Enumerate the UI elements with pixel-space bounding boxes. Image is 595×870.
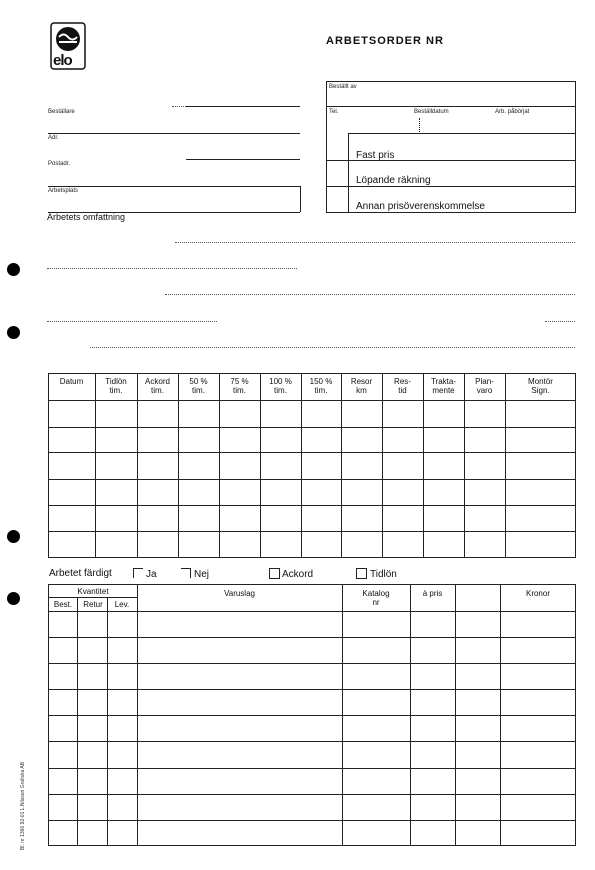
arbetet-fardigt-label: Arbetet färdigt xyxy=(49,568,112,579)
scope-line-4[interactable] xyxy=(47,321,217,322)
time-row-divider xyxy=(48,427,576,428)
material-row-divider xyxy=(48,637,576,638)
kvantitet-underline xyxy=(48,597,137,598)
tidlon-checkbox[interactable] xyxy=(356,568,367,579)
arbetsplats-top xyxy=(48,186,300,187)
katalog-header: Katalog nr xyxy=(362,589,390,607)
tel-label: Tel. xyxy=(329,109,339,115)
arbetsplats-right xyxy=(300,186,301,212)
option-lopande-rakning[interactable]: Löpande räkning xyxy=(356,175,431,186)
arb-paborjat-label: Arb. påbörjat xyxy=(495,109,530,115)
material-row-divider xyxy=(48,611,576,612)
material-row-divider xyxy=(48,689,576,690)
form-title: ARBETSORDER NR xyxy=(326,35,444,47)
material-col-divider xyxy=(77,597,78,846)
time-header-cell: 75 % tim. xyxy=(230,377,249,395)
form-number-text: Bl. nr 1366 92-01 L.Nilsson Grafiska AB xyxy=(20,761,26,850)
time-row-divider xyxy=(48,479,576,480)
ja-checkbox[interactable] xyxy=(133,568,143,578)
time-header-cell: 100 % tim. xyxy=(269,377,292,395)
option-annan[interactable]: Annan prisöverenskommelse xyxy=(356,201,485,212)
elo-logo xyxy=(50,22,86,70)
time-header-cell: Ackord tim. xyxy=(145,377,170,395)
order-divider-4 xyxy=(326,186,576,187)
material-row-divider xyxy=(48,820,576,821)
kronor-header: Kronor xyxy=(525,589,550,598)
bestallare-line[interactable] xyxy=(186,106,300,107)
order-dotted-v xyxy=(419,118,420,134)
bestallare-dots xyxy=(172,106,186,107)
time-header-cell: Resor km xyxy=(350,377,373,395)
time-header-cell: Montör Sign. xyxy=(528,377,553,395)
order-divider-1 xyxy=(326,106,576,107)
option-fast-pris[interactable]: Fast pris xyxy=(356,150,395,161)
scope-line-2[interactable] xyxy=(47,268,297,269)
bestallt-av-label: Beställt av xyxy=(329,84,357,90)
material-row-divider xyxy=(48,741,576,742)
time-row-divider xyxy=(48,400,576,401)
punch-hole-2 xyxy=(7,326,20,339)
scope-line-4b[interactable] xyxy=(545,321,575,322)
nej-label: Nej xyxy=(194,569,210,580)
time-header-cell: 50 % tim. xyxy=(189,377,208,395)
material-row-divider xyxy=(48,715,576,716)
material-row-divider xyxy=(48,663,576,664)
nej-checkbox[interactable] xyxy=(181,568,191,578)
time-row-divider xyxy=(48,531,576,532)
time-row-divider xyxy=(48,452,576,453)
punch-hole-3 xyxy=(7,530,20,543)
postadr-line[interactable] xyxy=(186,159,300,160)
a-pris-header: à pris xyxy=(422,589,443,598)
option-checkcol xyxy=(348,133,349,213)
material-row-divider xyxy=(48,768,576,769)
time-header-cell: Tidlön tim. xyxy=(105,377,127,395)
material-col-divider xyxy=(107,597,108,846)
time-header-cell: Res- tid xyxy=(394,377,411,395)
ackord-label: Ackord xyxy=(282,569,314,580)
order-divider-2 xyxy=(348,133,576,134)
scope-line-1[interactable] xyxy=(175,242,575,243)
ja-label: Ja xyxy=(146,569,157,580)
logo-text: elo xyxy=(53,52,72,69)
lev-header: Lev. xyxy=(114,600,130,609)
bestdatum-label: Beställdatum xyxy=(414,109,449,115)
material-row-divider xyxy=(48,794,576,795)
tidlon-label: Tidlön xyxy=(370,569,397,580)
bestallare-label: Beställare xyxy=(48,109,75,115)
time-header-cell: Datum xyxy=(59,377,84,386)
kvantitet-header: Kvantitet xyxy=(77,587,109,596)
retur-header: Retur xyxy=(83,600,103,609)
order-box xyxy=(326,81,576,213)
time-header-cell: Trakta- mente xyxy=(430,377,457,395)
time-header-cell: 150 % tim. xyxy=(309,377,333,395)
ackord-checkbox[interactable] xyxy=(269,568,280,579)
best-header: Best. xyxy=(53,600,73,609)
work-scope-label: Arbetets omfattning xyxy=(47,212,126,222)
order-divider-3 xyxy=(326,160,576,161)
punch-hole-4 xyxy=(7,592,20,605)
time-header-cell: Plan- varo xyxy=(475,377,494,395)
scope-line-5[interactable] xyxy=(90,347,575,348)
adr-label: Adr. xyxy=(48,135,59,141)
adr-line[interactable] xyxy=(48,133,300,134)
varuslag-header: Varuslag xyxy=(224,589,255,598)
postadr-label: Postadr. xyxy=(48,161,71,167)
arbetsplats-label: Arbetsplats xyxy=(48,188,79,194)
punch-hole-1 xyxy=(7,263,20,276)
scope-line-3[interactable] xyxy=(165,294,575,295)
time-row-divider xyxy=(48,505,576,506)
